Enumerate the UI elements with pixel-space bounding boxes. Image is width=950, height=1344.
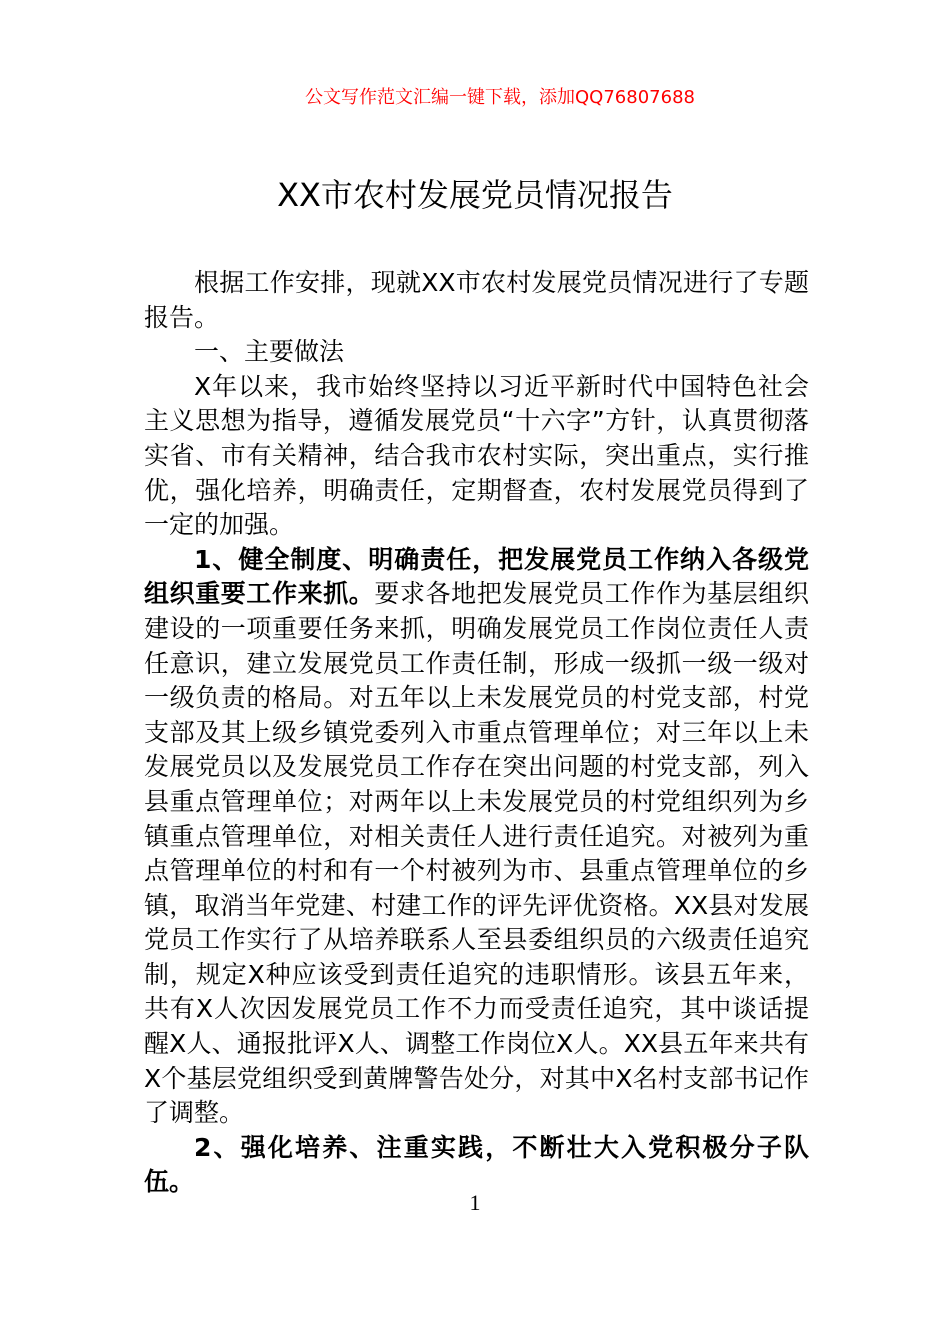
point-one-body: 要求各地把发展党员工作作为基层组织建设的一项重要任务来抓，明确发展党员工作岗位责任人责任意识，建立发展党员工作责任制，形成一级抓一级一级对一级负责的格局。对五年以上未发展党员的村党支部，村党支部及其上级乡镇党委列入市重点管理单位；对三年以上未发展党员以及发展党员工作存在突出问题的村党支部，列入县重点管理单位；对两年以上未发展党员的村党组织列为乡镇重点管理单位，对相关责任人进行责任追究。对被列为重点管理单位的村和有一个村被列为市、县重点管理单位的乡镇，取消当年党建、村建工作的评先评优资格。XX县对发展党员工作实行了从培养联系人至县委组织员的六级责任追究制，规定X种应该受到责任追究的违职情形。该县五年来，共有X人次因发展党员工作不力而受责任追究，其中谈话提醒X人、通报批评X人、调整工作岗位X人。XX县五年来共有X个基层党组织受到黄牌警告处分，对其中X名村支部书记作了调整。 [144, 579, 809, 1128]
point-one-heading: 1、健全制度、明确责任，把发展党员工作纳入各级党组织重要工作来抓。 [144, 544, 809, 609]
download-note: 公文写作范文汇编一键下载，添加QQ76807688 [305, 87, 695, 108]
point-one-paragraph [144, 543, 809, 1131]
section-heading: 一、主要做法 [194, 337, 345, 367]
page-title: XX市农村发展党员情况报告 [277, 176, 673, 214]
page-number: 1 [469, 1190, 481, 1215]
overview-paragraph: X年以来，我市始终坚持以习近平新时代中国特色社会主义思想为指导，遵循发展党员“十六字”方针，认真贯彻落实省、市有关精神，结合我市农村实际，突出重点，实行推优，强化培养，明确责任，定期督查，农村发展党员得到了一定的加强。 [144, 371, 809, 540]
point-two-heading: 2、强化培养、注重实践，不断壮大入党积极分子队伍。 [144, 1132, 809, 1197]
document-body [144, 266, 809, 1200]
intro-paragraph: 根据工作安排，现就XX市农村发展党员情况进行了专题报告。 [144, 268, 809, 332]
